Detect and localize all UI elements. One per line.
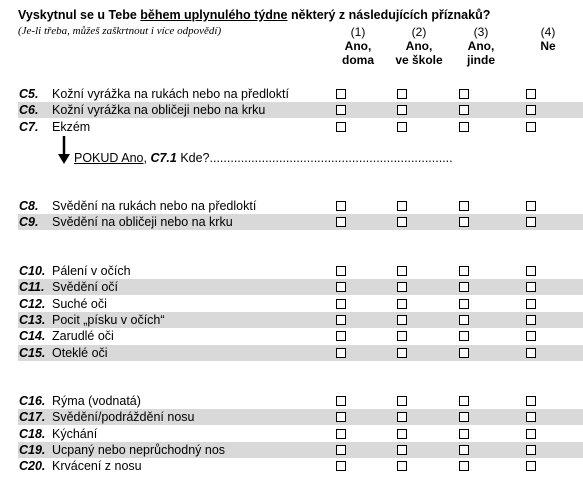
checkbox-school[interactable]	[397, 299, 407, 309]
column-label-line2: ve škole	[395, 53, 443, 67]
item-label: Kožní vyrážka na obličeji nebo na krku	[52, 103, 266, 118]
checkbox-no[interactable]	[526, 429, 536, 439]
checkbox-elsewhere[interactable]	[459, 299, 469, 309]
item-code: C10.	[19, 264, 46, 278]
item-code: C9.	[19, 215, 39, 230]
checkbox-no[interactable]	[526, 217, 536, 227]
checkbox-home[interactable]	[336, 445, 346, 455]
item-label: Svědění očí	[52, 280, 119, 295]
checkbox-home[interactable]	[336, 266, 346, 276]
checkbox-elsewhere[interactable]	[459, 122, 469, 132]
item-label: Ucpaný nebo neprůchodný nos	[52, 442, 226, 457]
checkbox-no[interactable]	[526, 396, 536, 406]
checkbox-no[interactable]	[526, 412, 536, 422]
column-number: (4)	[540, 25, 556, 39]
checkbox-home[interactable]	[336, 105, 346, 115]
column-label-line1: Ne	[540, 39, 556, 53]
table-row	[18, 328, 583, 344]
checkbox-elsewhere[interactable]	[459, 282, 469, 292]
checkbox-elsewhere[interactable]	[459, 348, 469, 358]
checkbox-school[interactable]	[397, 412, 407, 422]
followup-condition: POKUD Ano	[74, 151, 144, 165]
checkbox-elsewhere[interactable]	[459, 331, 469, 341]
table-row	[18, 345, 583, 361]
item-code: C6.	[19, 103, 39, 118]
checkbox-elsewhere[interactable]	[459, 105, 469, 115]
checkbox-school[interactable]	[397, 201, 407, 211]
item-code: C15.	[19, 345, 46, 360]
checkbox-elsewhere[interactable]	[459, 201, 469, 211]
item-label: Pálení v očích	[52, 264, 131, 278]
checkbox-no[interactable]	[526, 105, 536, 115]
column-label-line2: doma	[341, 53, 374, 67]
checkbox-home[interactable]	[336, 461, 346, 471]
item-code: C16.	[19, 394, 46, 408]
table-row	[18, 279, 583, 295]
checkbox-home[interactable]	[336, 429, 346, 439]
item-code: C8.	[19, 199, 39, 213]
checkbox-school[interactable]	[397, 217, 407, 227]
column-header-no	[518, 25, 578, 53]
column-label-line1: Ano,	[467, 39, 495, 53]
item-code: C13.	[19, 312, 46, 327]
item-code: C11.	[19, 280, 45, 295]
column-header-school	[389, 25, 449, 67]
checkbox-no[interactable]	[526, 348, 536, 358]
item-code: C19.	[19, 442, 46, 457]
table-row	[18, 409, 583, 425]
column-number: (2)	[411, 25, 427, 39]
table-row	[18, 86, 583, 102]
title-post: některý z následujících příznaků?	[287, 8, 491, 22]
item-label: Pocit „písku v očích“	[52, 312, 165, 327]
item-label: Rýma (vodnatá)	[52, 394, 141, 408]
followup-code: C7.1	[150, 151, 177, 165]
table-row	[18, 119, 583, 135]
checkbox-school[interactable]	[397, 89, 407, 99]
checkbox-no[interactable]	[526, 445, 536, 455]
checkbox-school[interactable]	[397, 282, 407, 292]
item-label: Svědění na obličeji nebo na krku	[52, 215, 233, 230]
checkbox-no[interactable]	[526, 266, 536, 276]
item-label: Suché oči	[52, 296, 107, 311]
item-code: C12.	[19, 296, 46, 311]
checkbox-home[interactable]	[336, 348, 346, 358]
checkbox-elsewhere[interactable]	[459, 89, 469, 99]
column-header-elsewhere	[451, 25, 511, 67]
table-row	[18, 458, 583, 474]
item-code: C17.	[19, 410, 46, 425]
item-label: Ekzém	[52, 119, 91, 134]
item-label: Svědění na rukách nebo na předloktí	[52, 199, 257, 213]
table-row	[18, 214, 583, 230]
checkbox-no[interactable]	[526, 89, 536, 99]
checkbox-elsewhere[interactable]	[459, 429, 469, 439]
checkbox-no[interactable]	[526, 315, 536, 325]
item-code: C14.	[19, 329, 46, 344]
checkbox-home[interactable]	[336, 282, 346, 292]
checkbox-elsewhere[interactable]	[459, 217, 469, 227]
checkbox-elsewhere[interactable]	[459, 266, 469, 276]
item-label: Oteklé oči	[52, 345, 108, 360]
followup-separator: ,	[143, 151, 151, 165]
checkbox-home[interactable]	[336, 122, 346, 132]
item-label: Kýchání	[52, 426, 98, 441]
column-number: (3)	[473, 25, 489, 39]
checkbox-school[interactable]	[397, 461, 407, 471]
checkbox-school[interactable]	[397, 445, 407, 455]
table-row	[18, 426, 583, 442]
item-code: C18.	[19, 426, 46, 441]
checkbox-school[interactable]	[397, 105, 407, 115]
checkbox-home[interactable]	[336, 331, 346, 341]
item-code: C7.	[19, 119, 39, 134]
checkbox-no[interactable]	[526, 122, 536, 132]
checkbox-school[interactable]	[397, 429, 407, 439]
followup-c7-1	[74, 151, 453, 165]
table-row	[18, 198, 583, 214]
table-row	[18, 312, 583, 328]
followup-question: Kde?......................................................................	[176, 151, 453, 165]
checkbox-no[interactable]	[526, 201, 536, 211]
checkbox-school[interactable]	[397, 315, 407, 325]
checkbox-school[interactable]	[397, 266, 407, 276]
checkbox-no[interactable]	[526, 299, 536, 309]
title-pre: Vyskytnul se u Tebe	[18, 8, 141, 22]
table-row	[18, 296, 583, 312]
item-label: Krvácení z nosu	[52, 459, 142, 474]
table-row	[18, 263, 583, 279]
item-label: Zarudlé oči	[52, 329, 114, 344]
checkbox-no[interactable]	[526, 461, 536, 471]
column-label-line1: Ano,	[344, 39, 372, 53]
question-instructions: (Je-li třeba, můžeš zaškrtnout i více odpovědí)	[18, 25, 222, 37]
column-number: (1)	[350, 25, 366, 39]
checkbox-elsewhere[interactable]	[459, 412, 469, 422]
checkbox-no[interactable]	[526, 331, 536, 341]
column-header-home	[328, 25, 388, 67]
item-label: Kožní vyrážka na rukách nebo na předloktí	[52, 87, 289, 101]
column-label-line1: Ano,	[405, 39, 433, 53]
item-label: Svědění/podráždění nosu	[52, 410, 195, 425]
checkbox-school[interactable]	[397, 331, 407, 341]
checkbox-school[interactable]	[397, 396, 407, 406]
question-title	[18, 8, 490, 22]
item-code: C5.	[19, 87, 39, 101]
table-row	[18, 393, 583, 409]
down-arrow-icon	[58, 136, 70, 164]
title-underlined: během uplynulého týdne	[140, 8, 288, 22]
checkbox-home[interactable]	[336, 217, 346, 227]
checkbox-home[interactable]	[336, 315, 346, 325]
table-row	[18, 442, 583, 458]
checkbox-elsewhere[interactable]	[459, 315, 469, 325]
checkbox-home[interactable]	[336, 201, 346, 211]
checkbox-home[interactable]	[336, 412, 346, 422]
checkbox-school[interactable]	[397, 122, 407, 132]
checkbox-school[interactable]	[397, 348, 407, 358]
table-row	[18, 102, 583, 118]
checkbox-elsewhere[interactable]	[459, 445, 469, 455]
checkbox-home[interactable]	[336, 299, 346, 309]
checkbox-elsewhere[interactable]	[459, 396, 469, 406]
checkbox-no[interactable]	[526, 282, 536, 292]
checkbox-home[interactable]	[336, 89, 346, 99]
checkbox-elsewhere[interactable]	[459, 461, 469, 471]
item-code: C20.	[19, 459, 46, 474]
column-label-line2: jinde	[466, 53, 495, 67]
checkbox-home[interactable]	[336, 396, 346, 406]
